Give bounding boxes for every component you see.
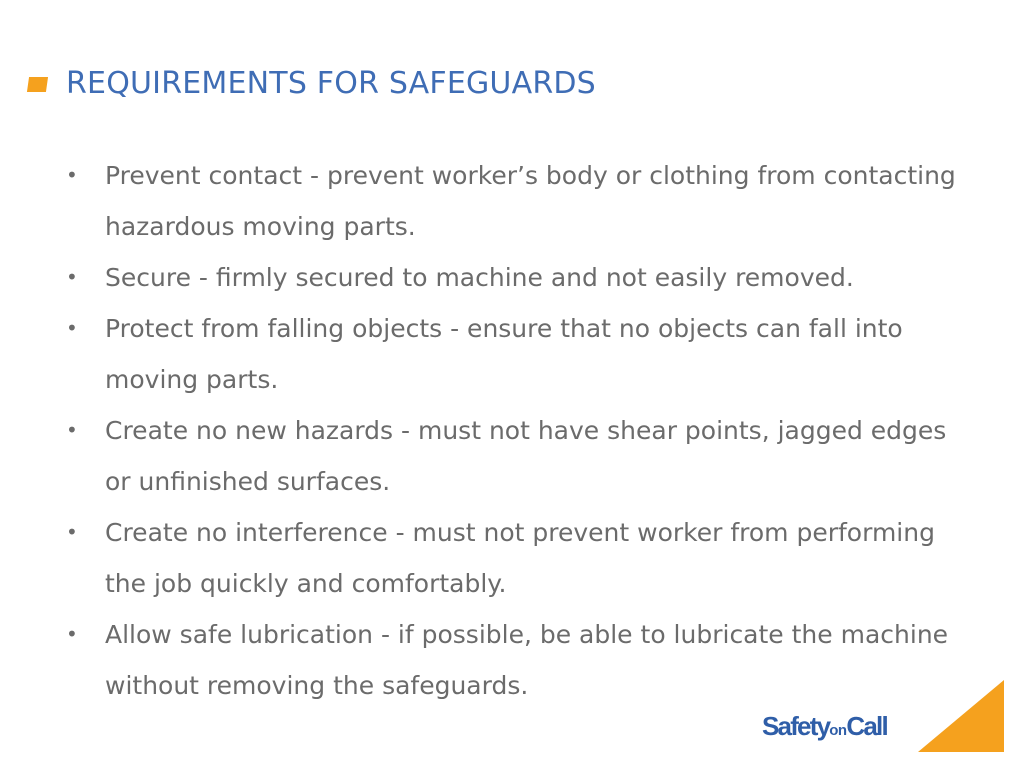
slide-title: REQUIREMENTS FOR SAFEGUARDS [66,66,596,101]
bullet-dot-icon: • [66,163,78,187]
bullet-item [66,252,966,303]
bullet-item [66,609,966,711]
bullet-text: Create no new hazards - must not have shear points, jagged edges or unfinished surfaces. [105,416,947,496]
bullet-dot-icon: • [66,265,78,289]
logo-word-call: Call [846,711,887,741]
bullet-text: Prevent contact - prevent worker’s body or clothing from contacting hazardous moving parts. [105,161,956,241]
corner-triangle-icon [918,680,1004,752]
safety-on-call-logo [762,709,887,748]
bullet-dot-icon: • [66,418,78,442]
bullet-dot-icon: • [66,316,78,340]
bullet-text: Allow safe lubrication - if possible, be able to lubricate the machine without removing the safeguards. [105,620,949,700]
bullet-text: Create no interference - must not prevent worker from performing the job quickly and comfortably. [105,518,935,598]
bullet-dot-icon: • [66,520,78,544]
title-marker-icon [27,77,48,92]
bullet-dot-icon: • [66,622,78,646]
bullet-item [66,303,966,405]
bullet-text: Secure - firmly secured to machine and not easily removed. [105,263,854,292]
bullet-text: Protect from falling objects - ensure that no objects can fall into moving parts. [105,314,903,394]
bullet-item [66,150,966,252]
bullet-item [66,507,966,609]
bullet-item [66,405,966,507]
logo-word-safety: Safety [762,711,830,741]
logo-word-on: on [829,722,847,739]
bullet-list [66,150,966,711]
